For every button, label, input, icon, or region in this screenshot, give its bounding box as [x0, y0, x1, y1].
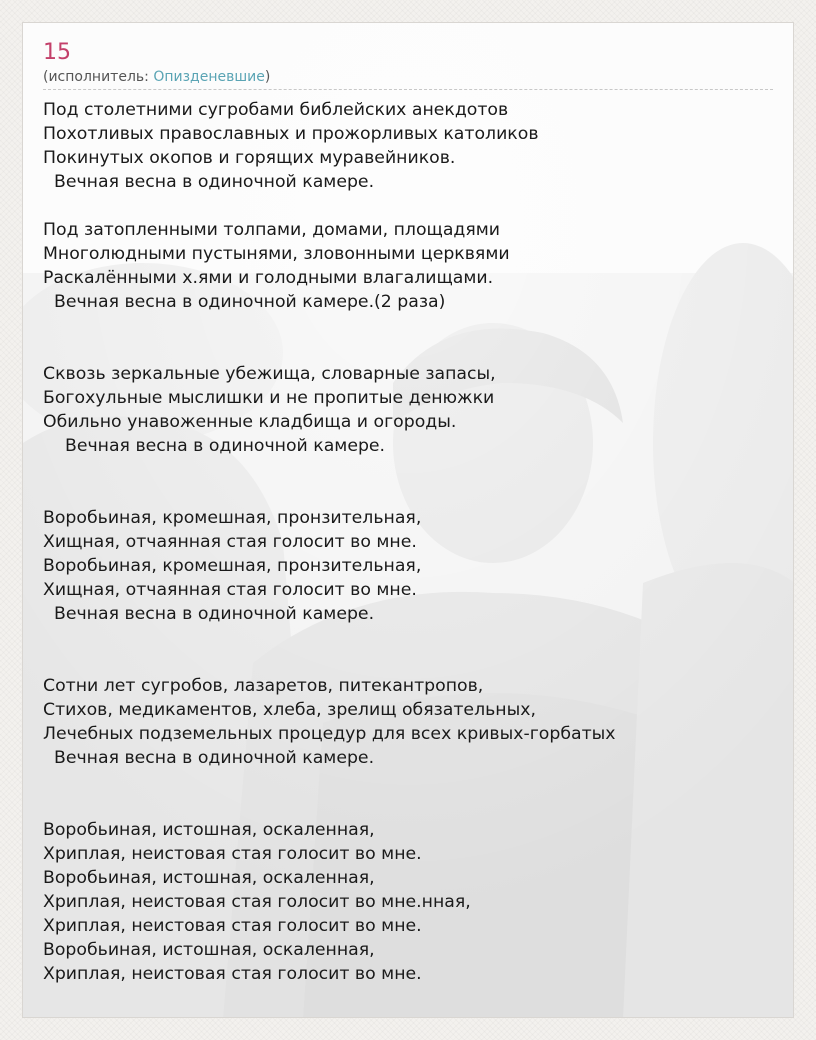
lyrics-text [43, 98, 773, 986]
lyric-line: Многолюдными пустынями, зловонными церквями [43, 244, 510, 264]
lyric-line: Стихов, медикаментов, хлеба, зрелищ обязательных, [43, 700, 536, 720]
lyric-line [43, 770, 773, 794]
lyric-line: Богохульные мыслишки и не пропитые денюжки [43, 388, 495, 408]
lyric-line: Раскалёнными х.ями и голодными влагалищами. [43, 268, 494, 288]
lyric-line: Обильно унавоженные кладбища и огороды. [43, 412, 457, 432]
lyric-line: Воробьиная, истошная, оскаленная, [43, 940, 375, 960]
lyric-line: Хриплая, неистовая стая голосит во мне.нная, [43, 892, 471, 912]
lyric-line [43, 338, 773, 362]
lyric-line: Воробьиная, истошная, оскаленная, [43, 868, 375, 888]
lyric-line: Под столетними сугробами библейских анекдотов [43, 100, 509, 120]
lyric-line [43, 626, 773, 650]
lyric-line: Сотни лет сугробов, лазаретов, питекантропов, [43, 676, 484, 696]
performer-link[interactable]: Опизденевшие [153, 69, 265, 85]
lyric-line: Сквозь зеркальные убежища, словарные запасы, [43, 364, 496, 384]
lyric-line: Хищная, отчаянная стая голосит во мне. [43, 580, 417, 600]
lyric-line: Вечная весна в одиночной камере.(2 раза) [43, 292, 446, 312]
lyric-line: Вечная весна в одиночной камере. [43, 748, 375, 768]
lyric-line: Хриплая, неистовая стая голосит во мне. [43, 916, 422, 936]
lyric-line [43, 482, 773, 506]
lyric-line: Воробьиная, кромешная, пронзительная, [43, 556, 422, 576]
lyric-line [43, 194, 773, 218]
song-number: 15 [43, 40, 71, 65]
lyric-line [43, 458, 773, 482]
lyric-line: Воробьиная, истошная, оскаленная, [43, 820, 375, 840]
lyric-line: Хищная, отчаянная стая голосит во мне. [43, 532, 417, 552]
lyric-line: Лечебных подземельных процедур для всех кривых-горбатых [43, 724, 616, 744]
lyric-line: Хриплая, неистовая стая голосит во мне. [43, 964, 422, 984]
lyric-line: Покинутых окопов и горящих муравейников. [43, 148, 456, 168]
lyrics-card [22, 22, 794, 1018]
performer-line [43, 67, 773, 90]
lyrics-content [43, 39, 773, 986]
lyric-line: Вечная весна в одиночной камере. [43, 436, 386, 456]
lyric-line: Вечная весна в одиночной камере. [43, 604, 375, 624]
lyric-line: Вечная весна в одиночной камере. [43, 172, 375, 192]
performer-prefix: (исполнитель: [43, 69, 154, 85]
lyric-line: Похотливых православных и прожорливых католиков [43, 124, 539, 144]
lyric-line [43, 794, 773, 818]
lyric-line [43, 314, 773, 338]
lyric-line: Воробьиная, кромешная, пронзительная, [43, 508, 422, 528]
lyric-line: Под затопленными толпами, домами, площадями [43, 220, 501, 240]
performer-suffix: ) [264, 69, 271, 85]
lyric-line [43, 650, 773, 674]
lyric-line: Хриплая, неистовая стая голосит во мне. [43, 844, 422, 864]
